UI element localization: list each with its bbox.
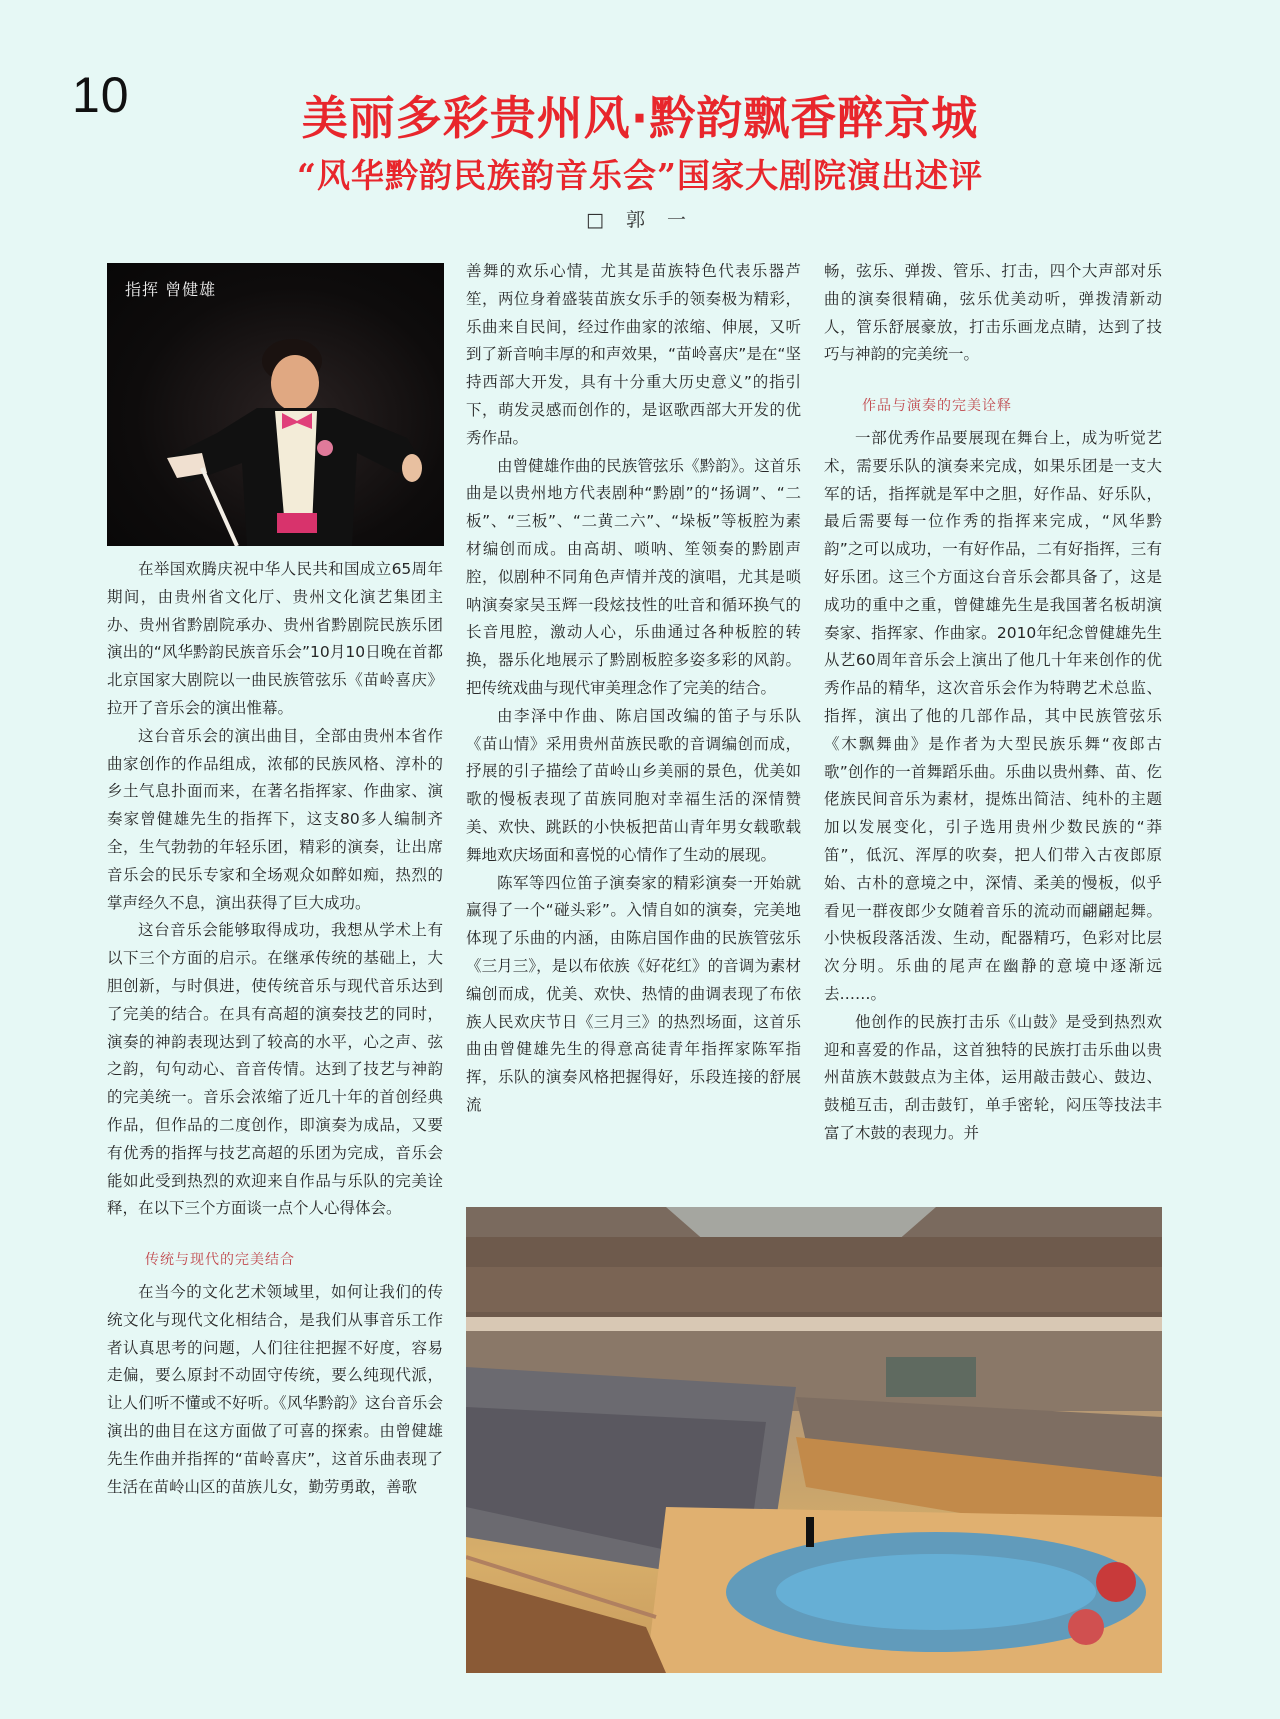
- conductor-figure-icon: [107, 263, 444, 546]
- paragraph: 一部优秀作品要展现在舞台上，成为听觉艺术，需要乐队的演奏来完成，如果乐团是一支大军的话，指挥就是军中之胆，好作品、好乐队，最后需要每一位作秀的指挥来完成，“风华黔韵”之可以成功，一有好作品，二有好指挥，三有好乐团。这三个方面这台音乐会都具备了，这是成功的重中之重，曾健雄先生是我国著名板胡演奏家、指挥家、作曲家。2010年纪念曾健雄先生从艺60周年音乐会上演出了他几十年来创作的优秀作品的精华，这次音乐会作为特聘艺术总监、指挥，演出了他的几部作品，其中民族管弦乐《木飘舞曲》是作者为大型民族乐舞“夜郎古歌”创作的一首舞蹈乐曲。乐曲以贵州彝、苗、仡佬族民间音乐为素材，提炼出简洁、纯朴的主题加以发展变化，引子选用贵州少数民族的“莽笛”，低沉、浑厚的吹奏，把人们带入古夜郎原始、古朴的意境之中，深情、柔美的慢板，似乎看见一群夜郎少女随着音乐的流动而翩翩起舞。小快板段落活泼、生动，配器精巧，色彩对比层次分明。乐曲的尾声在幽静的意境中逐渐远去……。: [824, 428, 1162, 1003]
- paragraph: 这台音乐会能够取得成功，我想从学术上有以下三个方面的启示。在继承传统的基础上，大胆创新，与时俱进，使传统音乐与现代音乐达到了完美的结合。在具有高超的演奏技艺的同时，演奏的神韵表现达到了较高的水平，心之声、弦之韵，句句动心、音音传情。达到了技艺与神韵的完美统一。音乐会浓缩了近几十年的首创经典作品，但作品的二度创作，即演奏为成品，又要有优秀的指挥与技艺高超的乐团为完成，音乐会能如此受到热烈的欢迎来自作品与乐队的完美诠释，在以下三个方面谈一点个人心得体会。: [107, 921, 443, 1218]
- column-2: [466, 258, 801, 1120]
- paragraph-continuation: 善舞的欢乐心情，尤其是苗族特色代表乐器芦笙，两位身着盛装苗族女乐手的领奏极为精彩，乐曲来自民间，经过作曲家的浓缩、伸展，又听到了新音响丰厚的和声效果，“苗岭喜庆”是在“坚持西部大开发，具有十分重大历史意义”的指引下，萌发灵感而创作的，是讴歌西部大开发的优秀作品。: [466, 262, 801, 447]
- conductor-photo: [107, 263, 444, 546]
- section-heading: 传统与现代的完美结合: [145, 1252, 295, 1269]
- paragraph-continuation: 畅，弦乐、弹拨、管乐、打击，四个大声部对乐曲的演奏很精确，弦乐优美动听，弹拨清新动人，管乐舒展豪放，打击乐画龙点睛，达到了技巧与神韵的完美统一。: [824, 262, 1162, 364]
- article-subtitle: “风华黔韵民族韵音乐会”国家大剧院演出述评: [297, 156, 983, 195]
- paragraph: 他创作的民族打击乐《山鼓》是受到热烈欢迎和喜爱的作品，这首独特的民族打击乐曲以贵州苗族木鼓鼓点为主体，运用敲击鼓心、鼓边、鼓槌互击，刮击鼓钉，单手密轮，闷压等技法丰富了木鼓的表现力。并: [824, 1012, 1162, 1142]
- paragraph: 这台音乐会的演出曲目，全部由贵州本省作曲家创作的作品组成，浓郁的民族风格、淳朴的乡土气息扑面而来，在著名指挥家、作曲家、演奏家曾健雄先生的指挥下，这支80多人编制齐全，生气勃勃的年轻乐团，精彩的演奏，让出席音乐会的民乐专家和全场观众如醉如痴，热烈的掌声经久不息，演出获得了巨大成功。: [107, 726, 443, 912]
- paragraph: 由李泽中作曲、陈启国改编的笛子与乐队《苗山情》采用贵州苗族民歌的音调编创而成，抒展的引子描绘了苗岭山乡美丽的景色，优美如歌的慢板表现了苗族同胞对幸福生活的深情赞美、欢快、跳跃的小快板把苗山青年男女载歌载舞地欢庆场面和喜悦的心情作了生动的展现。: [466, 706, 801, 864]
- paragraph: 在举国欢腾庆祝中华人民共和国成立65周年期间，由贵州省文化厅、贵州文化演艺集团主办、贵州省黔剧院承办、贵州省黔剧院民族乐团演出的“风华黔韵民族音乐会”10月10日晚在首都北京国家大剧院以一曲民族管弦乐《苗岭喜庆》拉开了音乐会的演出惟幕。: [107, 560, 443, 717]
- section-heading: 作品与演奏的完美诠释: [862, 398, 1012, 415]
- byline: □ 郭 一: [585, 209, 695, 231]
- column-3: [824, 258, 1162, 1148]
- paragraph: 陈军等四位笛子演奏家的精彩演奏一开始就赢得了一个“碰头彩”。入情自如的演奏，完美地体现了乐曲的内涵，由陈启国作曲的民族管弦乐《三月三》，是以布依族《好花红》的音调为素材编创而成，优美、欢快、热情的曲调表现了布依族人民欢庆节日《三月三》的热烈场面，这首乐曲由曾健雄先生的得意高徒青年指挥家陈军指挥，乐队的演奏风格把握得好，乐段连接的舒展流: [466, 873, 801, 1114]
- paragraph: 由曾健雄作曲的民族管弦乐《黔韵》。这首乐曲是以贵州地方代表剧种“黔剧”的“扬调”、“二板”、“三板”、“二黄二六”、“垛板”等板腔为素材编创而成。由高胡、唢呐、笙领奏的黔剧声腔，似剧种不同角色声情并茂的演唱，尤其是唢呐演奏家吴玉辉一段炫技性的吐音和循环换气的长音甩腔，激动人心，乐曲通过各种板腔的转换，器乐化地展示了黔剧板腔多姿多彩的风韵。把传统戏曲与现代审美理念作了完美的结合。: [466, 456, 801, 697]
- concert-hall-scene-icon: [466, 1207, 1162, 1673]
- concert-hall-photo: [466, 1207, 1162, 1673]
- paragraph: 在当今的文化艺术领域里，如何让我们的传统文化与现代文化相结合，是我们从事音乐工作者认真思考的问题，人们往往把握不好度，容易走偏，要么原封不动固守传统，要么纯现代派，让人们听不懂或不好听。《风华黔韵》这台音乐会演出的曲目在这方面做了可喜的探索。由曾健雄先生作曲并指挥的“苗岭喜庆”，这首乐曲表现了生活在苗岭山区的苗族儿女，勤劳勇敢，善歌: [107, 1282, 443, 1496]
- column-1: [107, 556, 443, 1501]
- page-number: 10: [72, 67, 130, 123]
- article-title: 美丽多彩贵州风·黔韵飘香醉京城: [301, 91, 979, 145]
- photo-caption: 指挥 曾健雄: [125, 280, 217, 299]
